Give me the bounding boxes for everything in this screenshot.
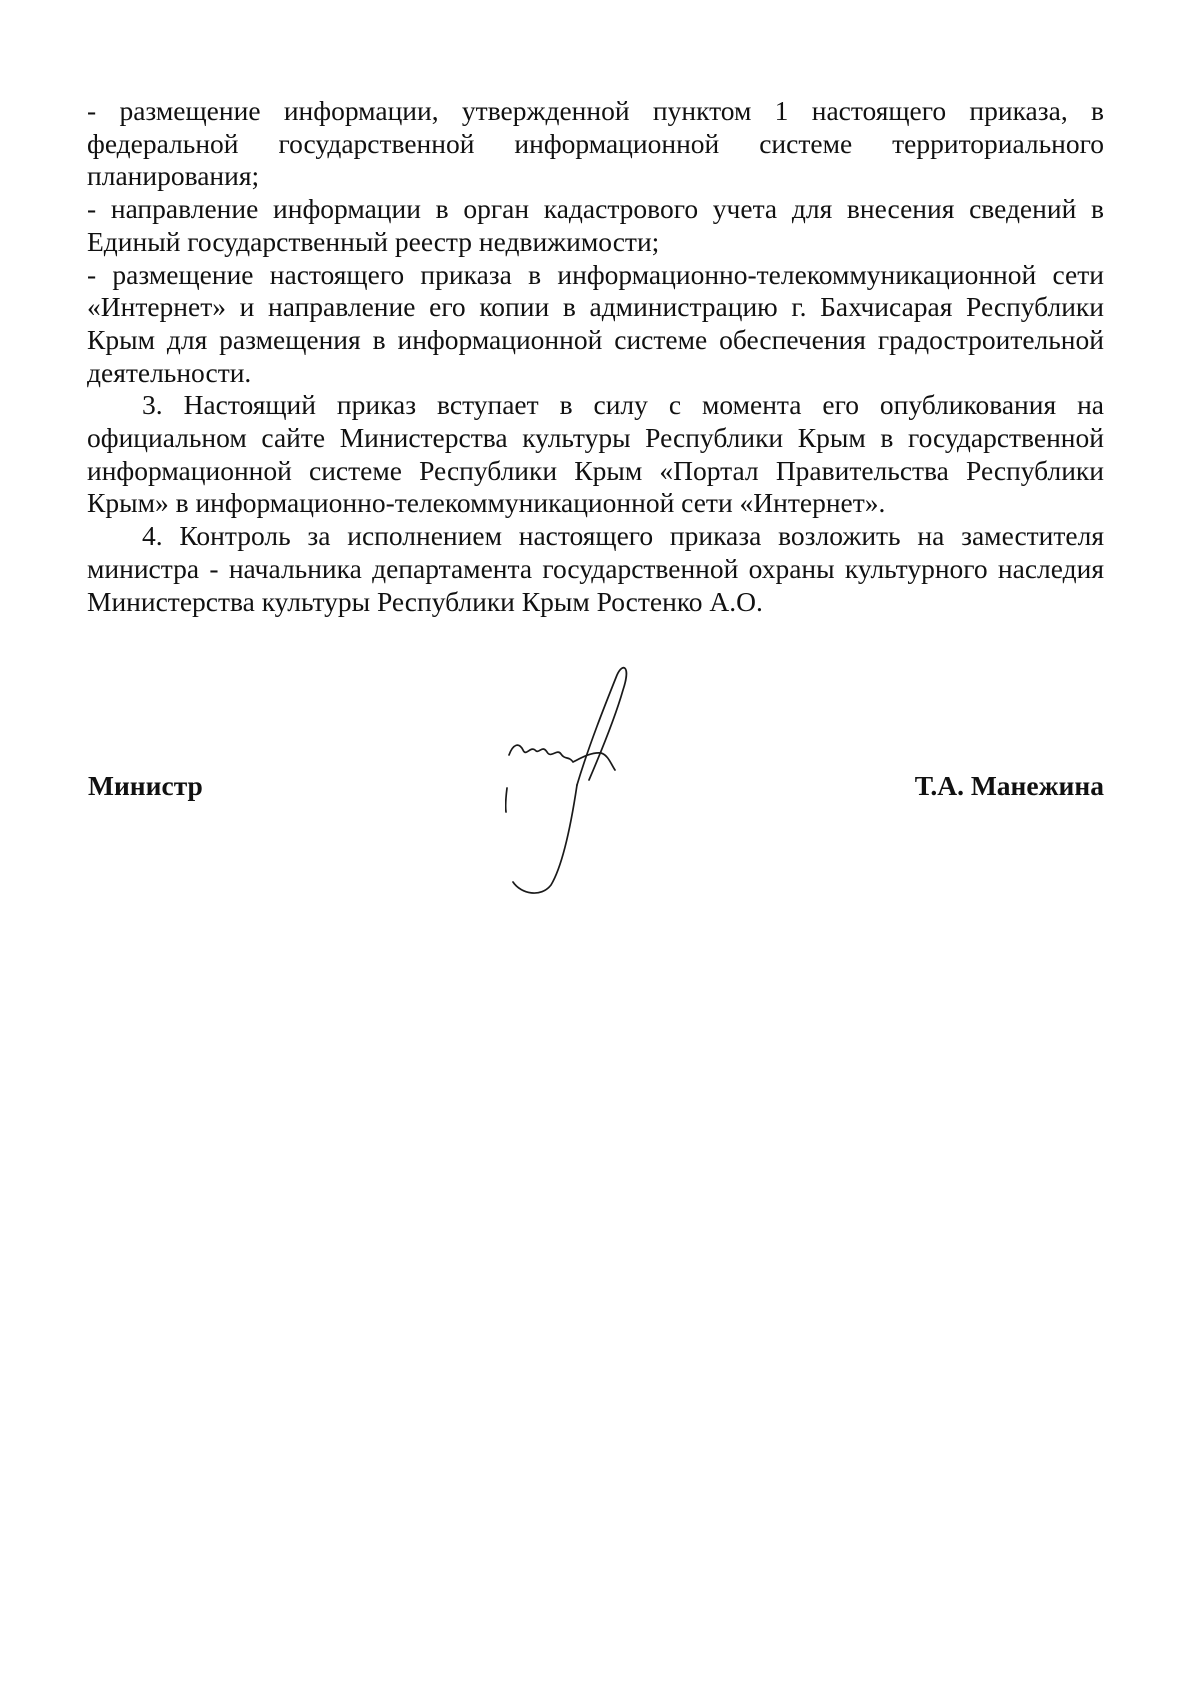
paragraph-bullet-1: - размещение информации, утвержденной пунктом 1 настоящего приказа, в федеральной государственной информационной системе территориального планирования; (87, 95, 1104, 192)
document-body (87, 95, 1104, 618)
paragraph-bullet-3: - размещение настоящего приказа в информационно-телекоммуникационной сети «Интернет» и направление его копии в администрацию г. Бахчисарая Республики Крым для размещения в информационной системе обеспечения градостроительной деятельности. (87, 258, 1104, 388)
signatory-name: Т.А. Манежина (914, 770, 1104, 801)
paragraph-bullet-2: - направление информации в орган кадастрового учета для внесения сведений в Единый государственный реестр недвижимости; (87, 193, 1104, 257)
signatory-role: Министр (88, 770, 203, 801)
paragraph-item-3: 3. Настоящий приказ вступает в силу с момента его опубликования на официальном сайте Министерства культуры Республики Крым в государственной информационной системе Республики Крым «Портал Правительства Республики Крым» в информационно-телекоммуникационной сети «Интернет». (87, 389, 1104, 519)
handwritten-signature (505, 660, 685, 920)
paragraph-item-4: 4. Контроль за исполнением настоящего приказа возложить на заместителя министра - начальника департамента государственной охраны культурного наследия Министерства культуры Республики Крым Ростенко А.О. (87, 520, 1104, 617)
